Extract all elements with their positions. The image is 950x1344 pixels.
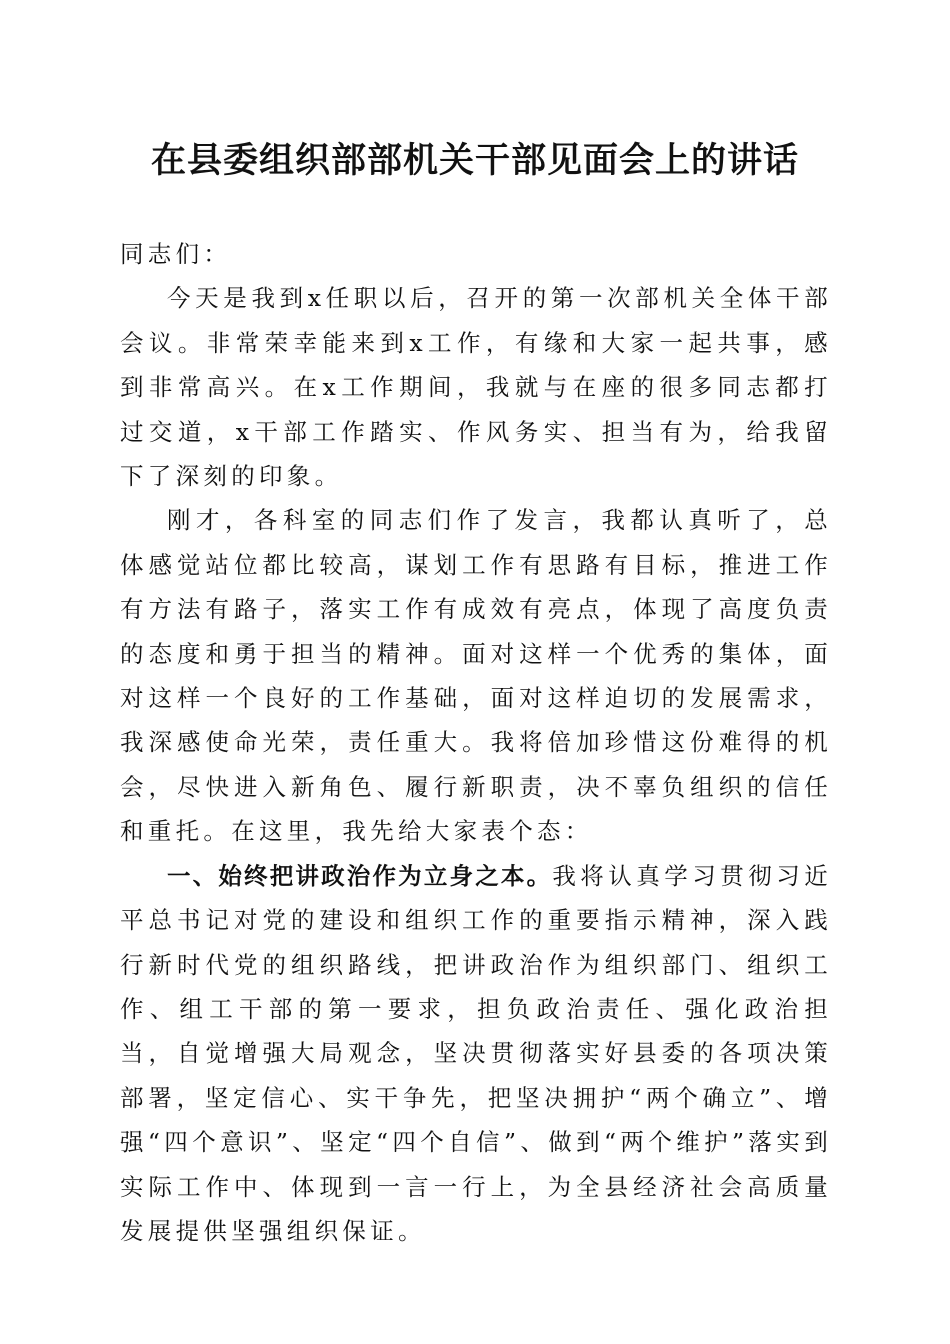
document-title: 在县委组织部部机关干部见面会上的讲话 bbox=[150, 140, 799, 181]
salutation: 同志们： bbox=[120, 240, 232, 268]
section-1-paragraph bbox=[120, 854, 832, 1254]
paragraph-commitment-intro: 刚才，各科室的同志们作了发言，我都认真听了，总体感觉站位都比较高，谋划工作有思路有目标，推进工作有方法有路子，落实工作有成效有亮点，体现了高度负责的态度和勇于担当的精神。面对这样一个优秀的集体，面对这样一个良好的工作基础，面对这样迫切的发展需求，我深感使命光荣，责任重大。我将倍加珍惜这份难得的机会，尽快进入新角色、履行新职责，决不辜负组织的信任和重托。在这里，我先给大家表个态： bbox=[120, 506, 832, 846]
section-1-text: 我将认真学习贯彻习近平总书记对党的建设和组织工作的重要指示精神，深入践行新时代党的组织路线，把讲政治作为组织部门、组织工作、组工干部的第一要求，担负政治责任、强化政治担当，自觉增强大局观念，坚决贯彻落实好县委的各项决策部署，坚定信心、实干争先，把坚决拥护“两个确立”、增强“四个意识”、坚定“四个自信”、做到“两个维护”落实到实际工作中、体现到一言一行上，为全县经济社会高质量发展提供坚强组织保证。 bbox=[120, 861, 832, 1245]
section-1-heading: 一、始终把讲政治作为立身之本。 bbox=[167, 861, 553, 890]
paragraph-opening: 今天是我到x任职以后，召开的第一次部机关全体干部会议。非常荣幸能来到x工作，有缘和大家一起共事，感到非常高兴。在x工作期间，我就与在座的很多同志都打过交道，x干部工作踏实、作风务实、担当有为，给我留下了深刻的印象。 bbox=[120, 284, 832, 491]
document-body bbox=[120, 232, 832, 1253]
